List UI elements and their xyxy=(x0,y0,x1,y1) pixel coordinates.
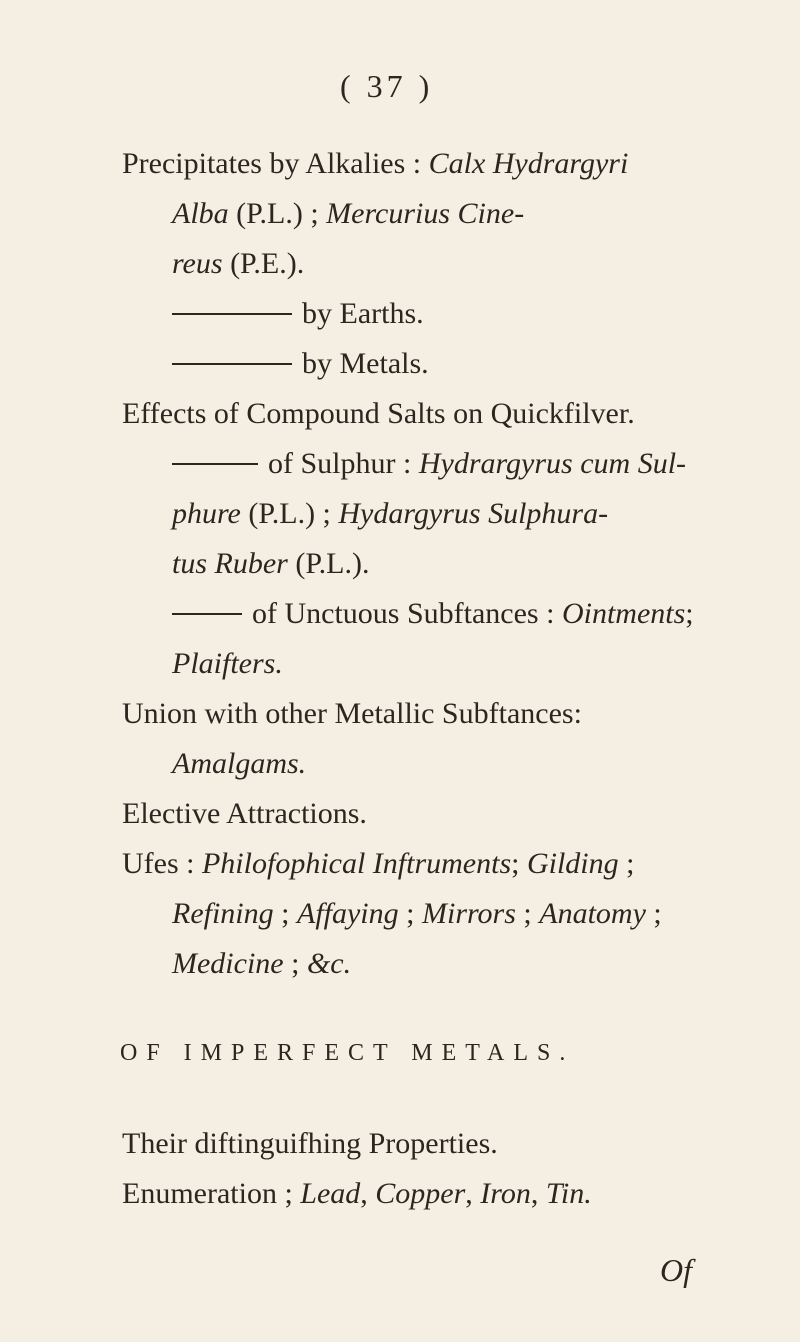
text-run: , xyxy=(465,1177,481,1210)
text-run: ; xyxy=(618,847,635,880)
text-run: ; xyxy=(685,597,694,630)
text-line-3 xyxy=(172,246,304,282)
text-line-7 xyxy=(172,446,686,482)
text-line-15 xyxy=(122,846,634,882)
text-run: of Unctuous Subftances : xyxy=(252,597,555,630)
text-line-5 xyxy=(172,346,429,382)
text-run-italic: Anatomy xyxy=(539,897,646,930)
text-line-4 xyxy=(172,296,424,332)
text-run-italic: Refining xyxy=(172,897,274,930)
text-run-italic: Gilding xyxy=(526,847,619,880)
text-run-italic: Mirrors xyxy=(422,897,516,930)
text-line-18 xyxy=(122,1126,498,1162)
text-run: (P.L.) ; xyxy=(248,497,331,530)
text-run-italic: Calx Hydrargyri xyxy=(428,147,629,180)
text-line-8 xyxy=(172,496,608,532)
catchword: Of xyxy=(660,1252,692,1288)
text-run: by Metals. xyxy=(302,347,429,380)
text-run-italic: Ointments xyxy=(561,597,686,630)
ditto-rule xyxy=(172,363,292,365)
text-run: Enumeration ; xyxy=(122,1177,301,1210)
text-run: (P.E.). xyxy=(230,247,305,280)
text-line-9 xyxy=(172,546,370,582)
text-run: ; xyxy=(645,897,662,930)
text-line-14 xyxy=(122,796,367,832)
text-run-italic: Tin. xyxy=(545,1177,592,1210)
text-run-italic: Plaifters. xyxy=(172,647,283,680)
text-run: Union with other Metallic Subftances: xyxy=(122,697,582,730)
text-line-2 xyxy=(172,196,524,232)
ditto-rule xyxy=(172,313,292,315)
text-line-12 xyxy=(122,696,582,732)
text-run-italic: Iron xyxy=(480,1177,531,1210)
text-line-13 xyxy=(172,746,306,782)
text-run-italic: Medicine xyxy=(172,947,284,980)
section-heading: OF IMPERFECT METALS. xyxy=(120,1040,575,1066)
text-run: by Earths. xyxy=(302,297,424,330)
text-run: (P.L.) ; xyxy=(236,197,319,230)
text-run: , xyxy=(360,1177,376,1210)
text-run: Precipitates by Alkalies : xyxy=(122,147,422,180)
ditto-rule xyxy=(172,613,242,615)
text-run: of Sulphur : xyxy=(268,447,412,480)
text-run-italic: Copper xyxy=(375,1177,466,1210)
text-run-italic: Alba xyxy=(172,197,229,230)
text-run-italic: tus Ruber xyxy=(172,547,288,580)
text-run: ; xyxy=(398,897,422,930)
text-run: ; xyxy=(283,947,307,980)
text-run: (P.L.). xyxy=(295,547,370,580)
text-line-16 xyxy=(172,896,662,932)
text-run: Ufes : xyxy=(122,847,195,880)
text-run-italic: Mercurius Cine- xyxy=(326,197,525,230)
text-run-italic: Amalgams. xyxy=(172,747,307,780)
text-run-italic: &c. xyxy=(306,947,352,980)
text-run-italic: reus xyxy=(172,247,223,280)
text-line-10 xyxy=(172,596,694,632)
text-run-italic: Hydrargyrus cum Sul- xyxy=(418,447,687,480)
text-run-italic: Lead xyxy=(300,1177,361,1210)
text-line-1 xyxy=(122,146,628,182)
text-line-17 xyxy=(172,946,351,982)
text-run-italic: Hydargyrus Sulphura- xyxy=(338,497,609,530)
ditto-rule xyxy=(172,463,258,465)
text-line-19 xyxy=(122,1176,592,1212)
text-run-italic: Affaying xyxy=(297,897,399,930)
text-run: ; xyxy=(515,897,540,930)
text-run-italic: Philofophical Inftruments xyxy=(201,847,512,880)
text-run: Their diftinguifhing Properties. xyxy=(122,1127,498,1160)
text-line-6 xyxy=(122,396,635,432)
text-run: , xyxy=(530,1177,546,1210)
text-run: Effects of Compound Salts on Quickfilver. xyxy=(122,397,635,430)
text-run: Elective Attractions. xyxy=(122,797,367,830)
page-number: ( 37 ) xyxy=(340,68,434,104)
text-run: ; xyxy=(273,897,297,930)
text-run-italic: phure xyxy=(172,497,241,530)
text-line-11 xyxy=(172,646,283,682)
text-run: ; xyxy=(511,847,527,880)
